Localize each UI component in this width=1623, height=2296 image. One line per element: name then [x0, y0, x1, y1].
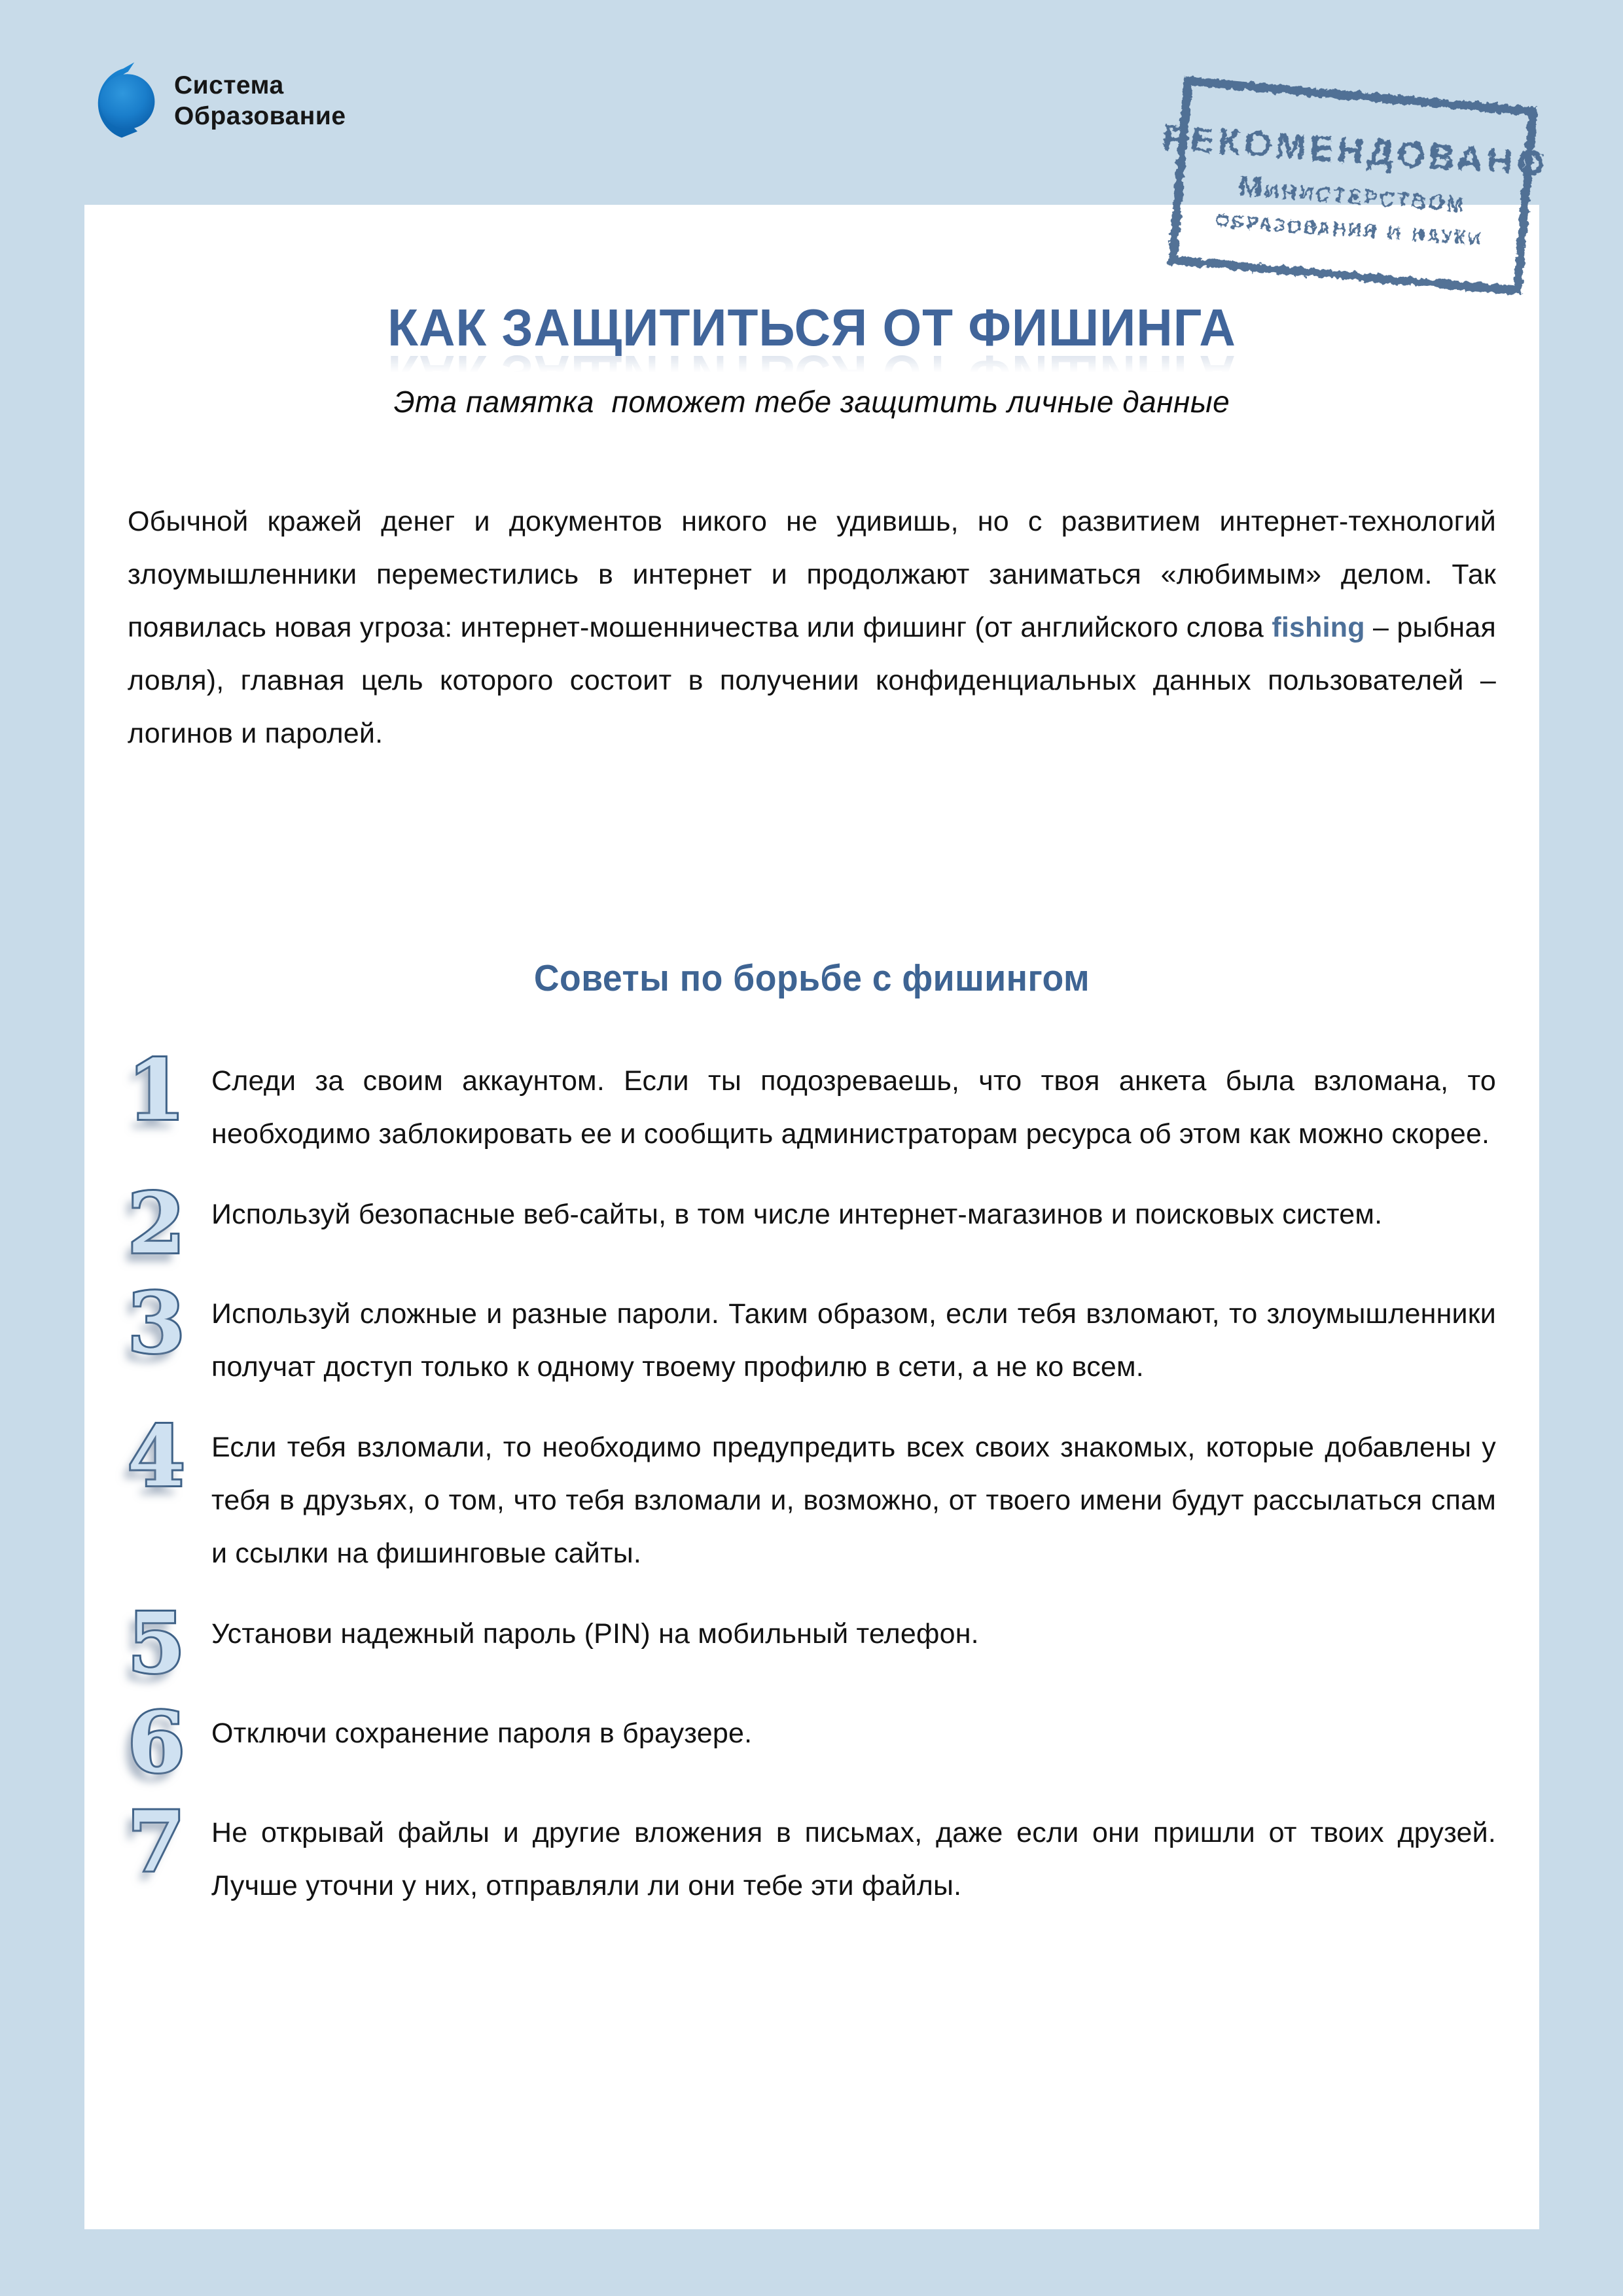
tip-text-1: Следи за своим аккаунтом. Если ты подозреваешь, что твоя анкета была взломана, то необходимо заблокировать ее и сообщить администраторам ресурса об этом как можно скорее.	[211, 1065, 1496, 1150]
intro-paragraph	[128, 495, 1496, 760]
tip-number-6: 6	[128, 1694, 185, 1791]
page-title: КАК ЗАЩИТИТЬСЯ ОТ ФИШИНГА	[387, 298, 1236, 357]
tip-number-7: 7	[128, 1793, 185, 1890]
approval-stamp	[1161, 77, 1550, 295]
fishing-term: fishing	[1272, 612, 1365, 643]
tip-number-3: 3	[128, 1275, 185, 1371]
stamp-text-recommended: РЕКОМЕНДОВАНО	[1161, 116, 1550, 185]
tip-item-6	[128, 1694, 1496, 1791]
logo	[82, 58, 346, 144]
tip-number-4: 4	[128, 1408, 185, 1505]
tip-number-5: 5	[128, 1595, 185, 1691]
logo-text	[174, 70, 346, 132]
tip-text-4: Если тебя взломали, то необходимо предупредить всех своих знакомых, которые добавлены у тебя в друзьях, о том, что тебя взломали и, возможно, от твоего имени будут рассылаться спам и ссылки на фишинговые сайты.	[211, 1432, 1496, 1569]
tip-item-2	[128, 1175, 1496, 1272]
tip-text-6: Отключи сохранение пароля в браузере.	[211, 1718, 753, 1749]
tip-item-5	[128, 1595, 1496, 1691]
intro-text-after: – рыбная ловля), главная цель которого состоит в получении конфиденциальных данных пользователей – логинов и паролей.	[128, 612, 1496, 749]
tip-number-2: 2	[128, 1175, 185, 1272]
stamp-text-ministry: Министерством	[1237, 169, 1467, 218]
tip-item-3	[128, 1275, 1496, 1394]
tip-number-1: 1	[128, 1042, 185, 1139]
tip-text-5: Установи надежный пароль (PIN) на мобильный телефон.	[211, 1618, 979, 1650]
tip-item-1	[128, 1042, 1496, 1161]
tips-section-heading: Советы по борьбе с фишингом	[533, 957, 1090, 999]
tip-item-7	[128, 1793, 1496, 1913]
tip-text-7: Не открывай файлы и другие вложения в письмах, даже если они пришли от твоих друзей. Лучше уточни у них, отправляли ли они тебе эти файлы.	[211, 1817, 1496, 1901]
content-card	[84, 205, 1539, 2229]
stamp-text-education-science: образования и науки	[1214, 203, 1484, 251]
logo-text-line1: Система	[174, 71, 284, 99]
tip-text-2: Используй безопасные веб-сайты, в том числе интернет-магазинов и поисковых систем.	[211, 1199, 1383, 1230]
tip-item-4	[128, 1408, 1496, 1580]
globe-orbit-icon	[82, 58, 161, 144]
logo-text-line2: Образование	[174, 102, 346, 130]
tip-text-3: Используй сложные и разные пароли. Таким образом, если тебя взломают, то злоумышленники получат доступ только к одному твоему профилю в сети, а не ко всем.	[211, 1298, 1496, 1383]
intro-text-before: Обычной кражей денег и документов никого не удивишь, но с развитием интернет-технологий злоумышленники переместились в интернет и продолжают заниматься «любимым» делом. Так появилась новая угроза: интернет-мошенничества или фишинг (от английского слова	[128, 506, 1496, 643]
page-subtitle: Эта памятка поможет тебе защитить личные данные	[393, 385, 1230, 419]
tips-list	[128, 1042, 1496, 1913]
